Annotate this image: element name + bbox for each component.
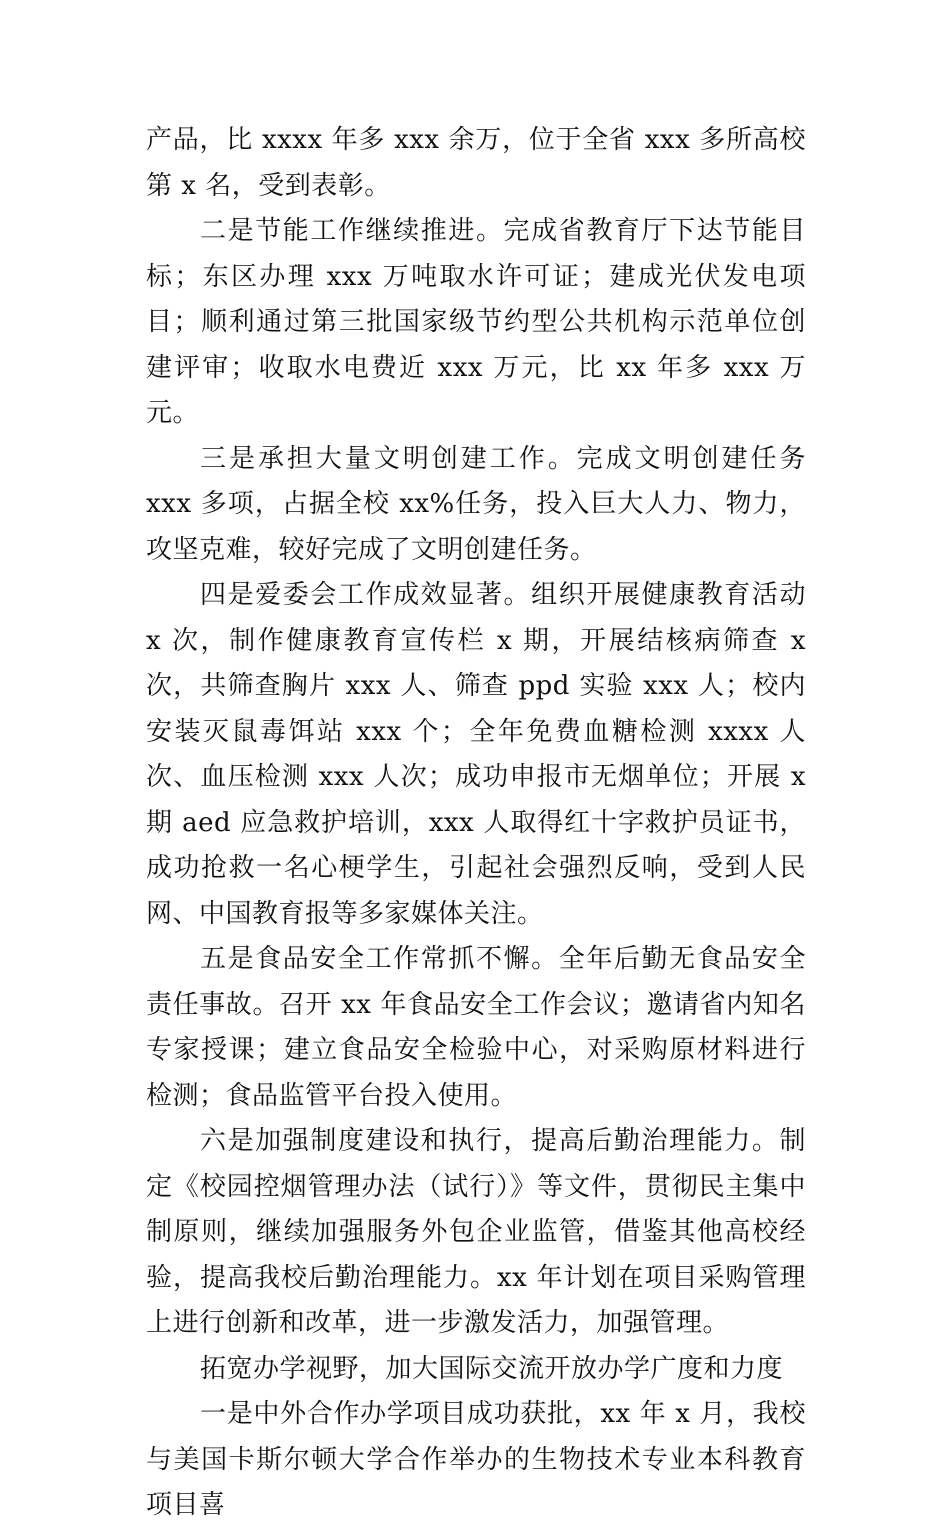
document-body [146,118,806,1529]
paragraph-6: 六是加强制度建设和执行，提高后勤治理能力。制定《校园控烟管理办法（试行）》等文件，贯彻民主集中制原则，继续加强服务外包企业监管，借鉴其他高校经验，提高我校后勤治理能力。xx 年计划在项目采购管理上进行创新和改革，进一步激发活力，加强管理。 [146,1126,806,1338]
paragraph-2: 二是节能工作继续推进。完成省教育厅下达节能目标；东区办理 xxx 万吨取水许可证；建成光伏发电项目；顺利通过第三批国家级节约型公共机构示范单位创建评审；收取水电费近 xxx 万元，比 xx 年多 xxx 万元。 [146,216,806,428]
paragraph-4: 四是爱委会工作成效显著。组织开展健康教育活动 x 次，制作健康教育宣传栏 x 期，开展结核病筛查 x 次，共筛查胸片 xxx 人、筛查 ppd 实验 xxx 人；校内安装灭鼠毒饵站 xxx 个；全年免费血糖检测 xxxx 人次、血压检测 xxx 人次；成功申报市无烟单位；开展 x 期 aed 应急救护培训，xxx 人取得红十字救护员证书，成功抢救一名心梗学生，引起社会强烈反响，受到人民网、中国教育报等多家媒体关注。 [146,580,806,929]
section-heading: 拓宽办学视野，加大国际交流开放办学广度和力度 [200,1353,784,1384]
paragraph-1: 产品，比 xxxx 年多 xxx 余万，位于全省 xxx 多所高校第 x 名，受到表彰。 [146,125,806,201]
paragraph-3: 三是承担大量文明创建工作。完成文明创建任务 xxx 多项，占据全校 xx%任务，投入巨大人力、物力，攻坚克难，较好完成了文明创建任务。 [146,443,806,565]
paragraph-7: 一是中外合作办学项目成功获批，xx 年 x 月，我校与美国卡斯尔顿大学合作举办的生物技术专业本科教育项目喜 [146,1399,806,1520]
paragraph-5: 五是食品安全工作常抓不懈。全年后勤无食品安全责任事故。召开 xx 年食品安全工作会议；邀请省内知名专家授课；建立食品安全检验中心，对采购原材料进行检测；食品监管平台投入使用。 [146,944,806,1111]
